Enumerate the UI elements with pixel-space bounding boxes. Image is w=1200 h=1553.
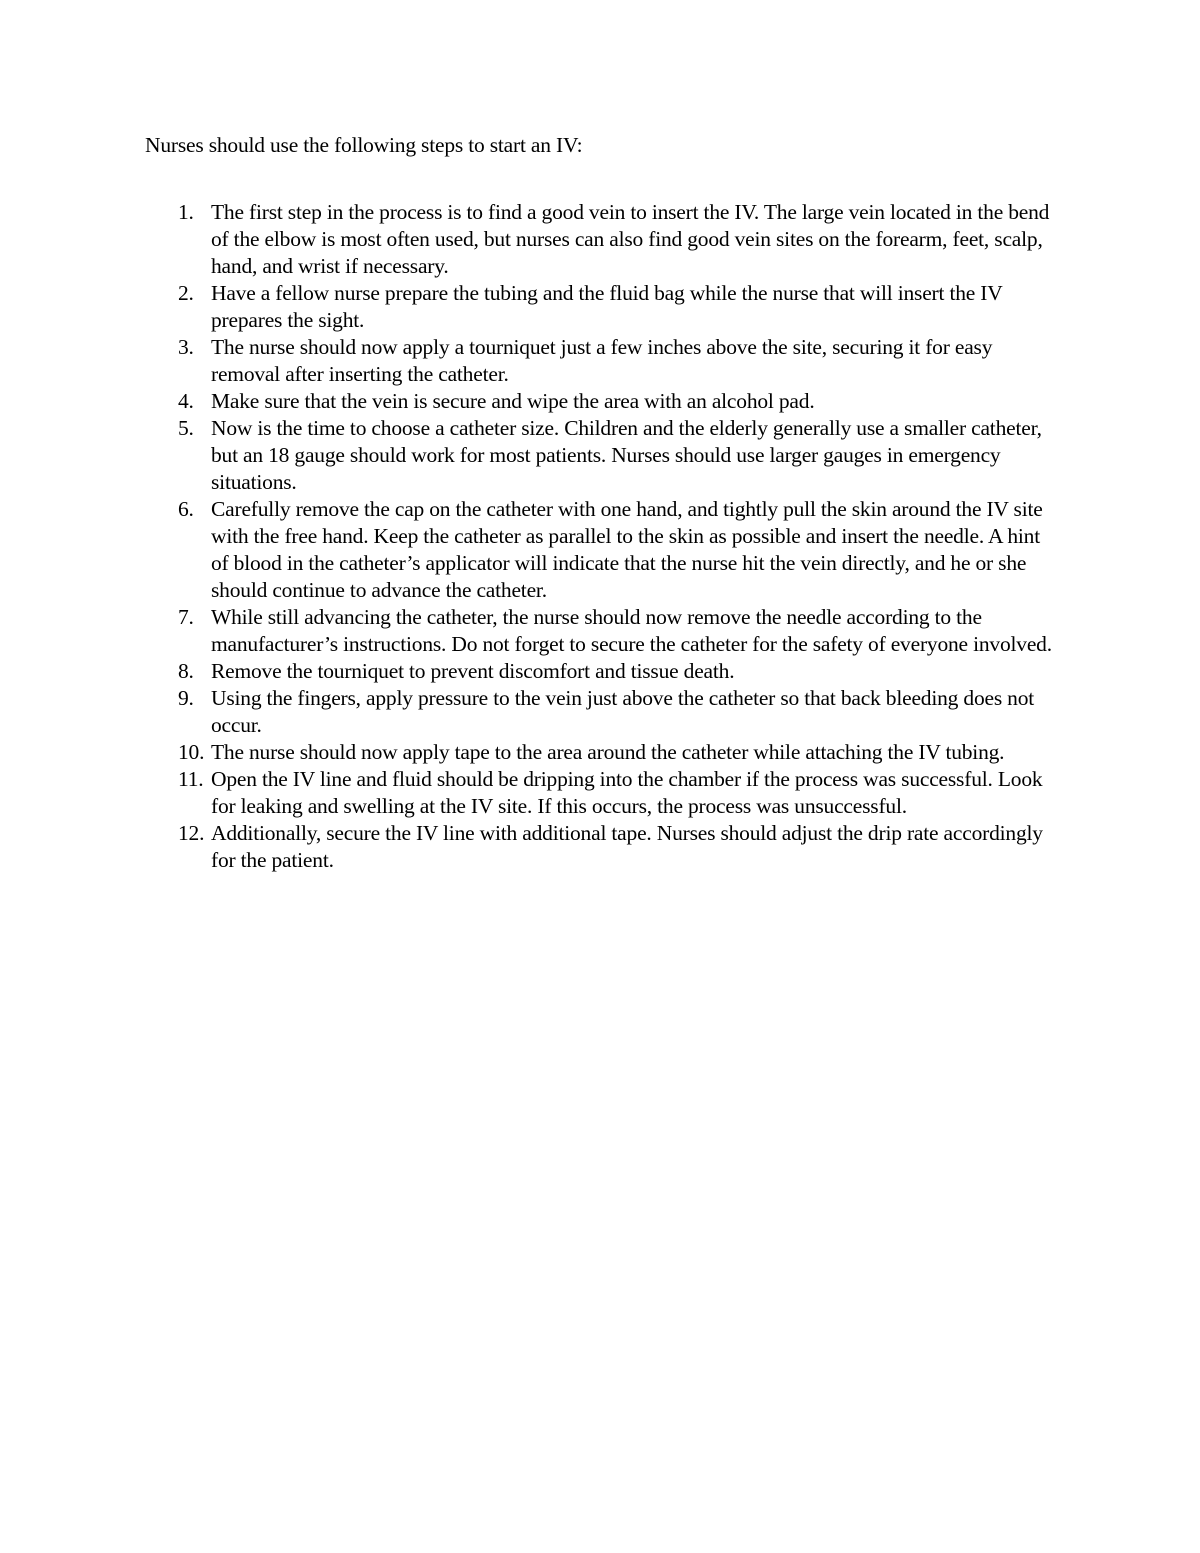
list-item-number: 5.: [178, 416, 194, 440]
list-item-number: 7.: [178, 605, 194, 629]
list-item-number: 8.: [178, 659, 194, 683]
list-item-number: 10.: [178, 740, 205, 764]
list-item-text: The nurse should now apply a tourniquet just a few inches above the site, securing it for easy removal after inserting the catheter.: [211, 335, 993, 386]
list-item: [145, 604, 1055, 658]
list-item: [145, 820, 1055, 874]
list-item: [145, 658, 1055, 685]
list-item-number: 9.: [178, 686, 194, 710]
list-item: [145, 280, 1055, 334]
list-item-text: The nurse should now apply tape to the area around the catheter while attaching the IV tubing.: [211, 740, 1005, 764]
list-item-text: Now is the time to choose a catheter size. Children and the elderly generally use a smaller catheter, but an 18 gauge should work for most patients. Nurses should use larger gauges in emergency situations.: [211, 416, 1042, 494]
list-item-number: 12.: [178, 821, 205, 845]
list-item-text: While still advancing the catheter, the nurse should now remove the needle according to the manufacturer’s instructions. Do not forget to secure the catheter for the safety of everyone involved.: [211, 605, 1052, 656]
list-item-number: 2.: [178, 281, 194, 305]
list-item-text: The first step in the process is to find a good vein to insert the IV. The large vein located in the bend of the elbow is most often used, but nurses can also find good vein sites on the forearm, feet, scalp, hand, and wrist if necessary.: [211, 200, 1050, 278]
list-item-text: Additionally, secure the IV line with additional tape. Nurses should adjust the drip rate accordingly for the patient.: [211, 821, 1043, 872]
list-item: [145, 685, 1055, 739]
list-item-text: Using the fingers, apply pressure to the vein just above the catheter so that back bleeding does not occur.: [211, 686, 1035, 737]
list-item-number: 3.: [178, 335, 194, 359]
list-item: [145, 766, 1055, 820]
list-item-number: 6.: [178, 497, 194, 521]
list-item: [145, 415, 1055, 496]
list-item: [145, 199, 1055, 280]
list-item-text: Have a fellow nurse prepare the tubing and the fluid bag while the nurse that will insert the IV prepares the sight.: [211, 281, 1003, 332]
list-item-number: 1.: [178, 200, 194, 224]
list-item-text: Make sure that the vein is secure and wipe the area with an alcohol pad.: [211, 389, 815, 413]
list-item: [145, 334, 1055, 388]
list-item: [145, 388, 1055, 415]
list-item: [145, 496, 1055, 604]
list-item-text: Open the IV line and fluid should be dripping into the chamber if the process was successful. Look for leaking and swelling at the IV site. If this occurs, the process was unsuccessful.: [211, 767, 1043, 818]
steps-list: [145, 199, 1055, 874]
list-item-number: 4.: [178, 389, 194, 413]
list-item: [145, 739, 1055, 766]
list-item-number: 11.: [178, 767, 204, 791]
list-item-text: Carefully remove the cap on the catheter with one hand, and tightly pull the skin around the IV site with the free hand. Keep the catheter as parallel to the skin as possible and insert the needle. A hint of blood in the catheter’s applicator will indicate that the nurse hit the vein directly, and he or she should continue to advance the catheter.: [211, 497, 1043, 602]
intro-paragraph: Nurses should use the following steps to start an IV:: [145, 133, 583, 157]
list-item-text: Remove the tourniquet to prevent discomfort and tissue death.: [211, 659, 735, 683]
